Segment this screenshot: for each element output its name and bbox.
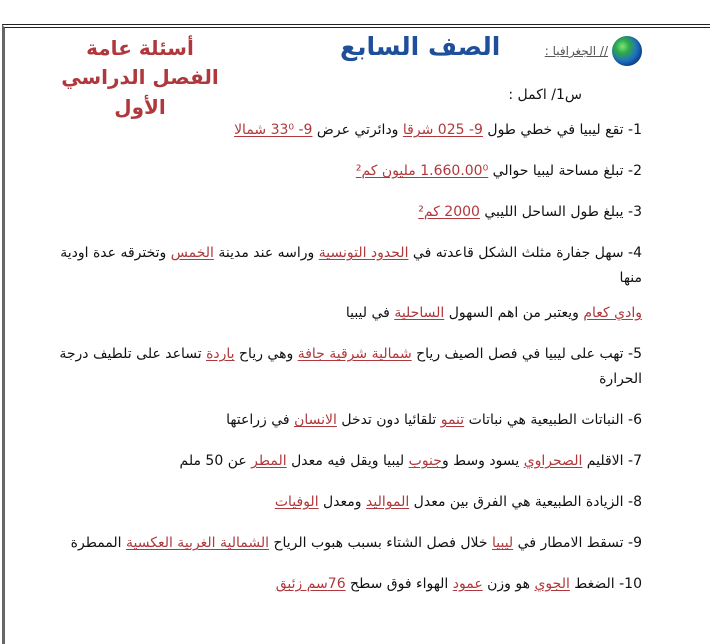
statement-text: وراسه عند مدينة [213, 245, 319, 261]
item-number: 9- [623, 535, 642, 551]
answer-text: الحدود التونسية [318, 245, 409, 261]
answer-text: 76سم زئبق [275, 576, 346, 592]
answer-text: الصحراوي [523, 453, 583, 469]
list-item [42, 159, 642, 184]
subject-header [545, 36, 642, 66]
statement-text: وهي رياح [234, 346, 298, 362]
answer-text: الانسان [294, 412, 337, 428]
answer-text: الشمالية الغربية العكسية [126, 535, 270, 551]
answer-text: ليبيا [491, 535, 514, 551]
list-item [42, 408, 642, 433]
statement-text: تقع ليبيا في خطي طول [482, 122, 624, 138]
statement-text: تساعد على تلطيف درجة الحرارة [59, 346, 642, 387]
question-list [42, 118, 642, 613]
answer-text: وادي كعام [583, 305, 642, 321]
statement-text: ليبيا ويقل فيه معدل [286, 453, 409, 469]
answer-text: شمالية شرقية جافة [297, 346, 412, 362]
statement-text: الهواء فوق سطح [345, 576, 453, 592]
statement-text: تلقائيا دون تدخل [336, 412, 441, 428]
list-item [42, 241, 642, 291]
item-number: 1- [623, 122, 642, 138]
statement-text: سهل جفارة مثلث الشكل قاعدته في [408, 245, 624, 261]
statement-text: النباتات الطبيعية هي نباتات [464, 412, 624, 428]
statement-text: ومعدل [318, 494, 367, 510]
statement-text: هو وزن [482, 576, 535, 592]
item-number: 4- [623, 245, 642, 261]
answer-text: الوفيات [274, 494, 319, 510]
list-item [42, 449, 642, 474]
list-item [42, 531, 642, 556]
list-item [42, 118, 642, 143]
item-number: 3- [623, 204, 642, 220]
statement-text: يبلغ طول الساحل الليبي [479, 204, 624, 220]
answer-text: الخمس [170, 245, 214, 261]
item-number: 5- [623, 346, 642, 362]
question-label: س1/ اكمل : [508, 87, 582, 103]
answer-text: 1.660.00⁰ مليون كم² [355, 163, 489, 179]
answer-text: 2000 كم² [418, 204, 480, 220]
item-number: 2- [623, 163, 642, 179]
statement-text: تبلغ مساحة ليبيا حوالي [488, 163, 624, 179]
subject-label: // الجغرافيا : [544, 44, 608, 58]
statement-text: في زراعتها [226, 412, 295, 428]
page-title: الصف السابع [340, 32, 501, 61]
term-header [40, 34, 240, 122]
list-item [42, 200, 642, 225]
answer-text: المواليد [366, 494, 410, 510]
list-item [42, 490, 642, 515]
answer-text: باردة [206, 346, 235, 362]
list-item [42, 572, 642, 597]
answer-text: عمود [452, 576, 483, 592]
statement-text: تسقط الامطار في [513, 535, 624, 551]
answer-text: الساحلية [394, 305, 445, 321]
semester-label: الفصل الدراسي الأول [61, 65, 219, 119]
statement-text: خلال فصل الشتاء بسبب هبوب الرياح [269, 535, 492, 551]
item-number: 7- [623, 453, 642, 469]
answer-text: 9- 33⁰ شمالا [234, 122, 313, 138]
statement-text: الزيادة الطبيعية هي الفرق بين معدل [409, 494, 624, 510]
item-number: 8- [623, 494, 642, 510]
item-number: 6- [623, 412, 642, 428]
statement-text: الضغط [569, 576, 615, 592]
list-item [42, 301, 642, 326]
answer-text: جنوب [408, 453, 442, 469]
globe-icon [612, 36, 642, 66]
answer-text: المطر [251, 453, 287, 469]
statement-text: عن 50 ملم [179, 453, 252, 469]
general-questions-label: أسئلة عامة [86, 36, 194, 60]
list-item [42, 342, 642, 392]
statement-text: ودائرتي عرض [312, 122, 403, 138]
statement-text: وتخترقه عدة اودية منها [60, 245, 642, 286]
statement-text: يسود وسط و [441, 453, 524, 469]
statement-text: تهب على ليبيا في فصل الصيف رياح [411, 346, 624, 362]
item-number: 10- [614, 576, 642, 592]
statement-text: ويعتبر من اهم السهول [444, 305, 584, 321]
answer-text: 9- 025 شرقا [402, 122, 483, 138]
statement-text: الممطرة [70, 535, 126, 551]
answer-text: الجوي [534, 576, 570, 592]
statement-text: في ليبيا [345, 305, 395, 321]
answer-text: تنمو [440, 412, 465, 428]
statement-text: الاقليم [582, 453, 624, 469]
